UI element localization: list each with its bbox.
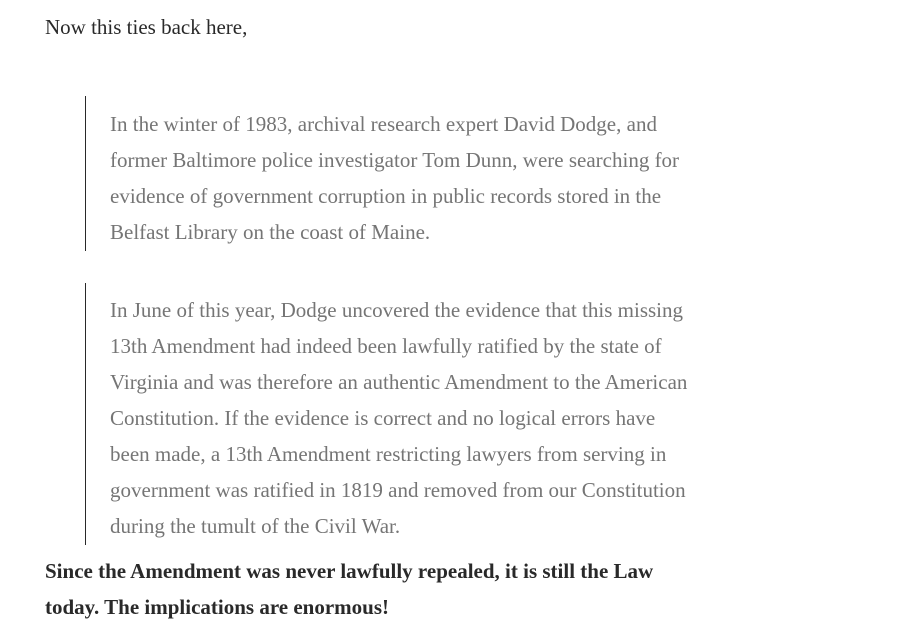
- closing-line: today. The implications are enormous!: [45, 595, 389, 619]
- quote-line: Constitution. If the evidence is correct and no logical errors have: [110, 406, 656, 430]
- blockquote-june-discovery: [85, 283, 687, 545]
- quote-line: during the tumult of the Civil War.: [110, 514, 401, 538]
- quote-line: Virginia and was therefore an authentic Amendment to the American: [110, 370, 688, 394]
- quote-line: evidence of government corruption in public records stored in the: [110, 184, 662, 208]
- quote-line: government was ratified in 1819 and removed from our Constitution: [110, 478, 686, 502]
- quote-line: 13th Amendment had indeed been lawfully ratified by the state of: [110, 334, 662, 358]
- closing-line: Since the Amendment was never lawfully repealed, it is still the Law: [45, 559, 654, 583]
- blockquote-paragraph: [110, 292, 687, 544]
- quote-line: been made, a 13th Amendment restricting lawyers from serving in: [110, 442, 667, 466]
- intro-paragraph: Now this ties back here,: [45, 15, 248, 39]
- blockquote-winter-1983: [85, 96, 679, 251]
- quote-line: former Baltimore police investigator Tom Dunn, were searching for: [110, 148, 680, 172]
- quote-line: Belfast Library on the coast of Maine.: [110, 220, 431, 244]
- blockquote-paragraph: [110, 106, 679, 250]
- quote-line: In June of this year, Dodge uncovered the evidence that this missing: [110, 298, 684, 322]
- quote-line: In the winter of 1983, archival research expert David Dodge, and: [110, 112, 657, 136]
- closing-bold-paragraph: [45, 553, 653, 625]
